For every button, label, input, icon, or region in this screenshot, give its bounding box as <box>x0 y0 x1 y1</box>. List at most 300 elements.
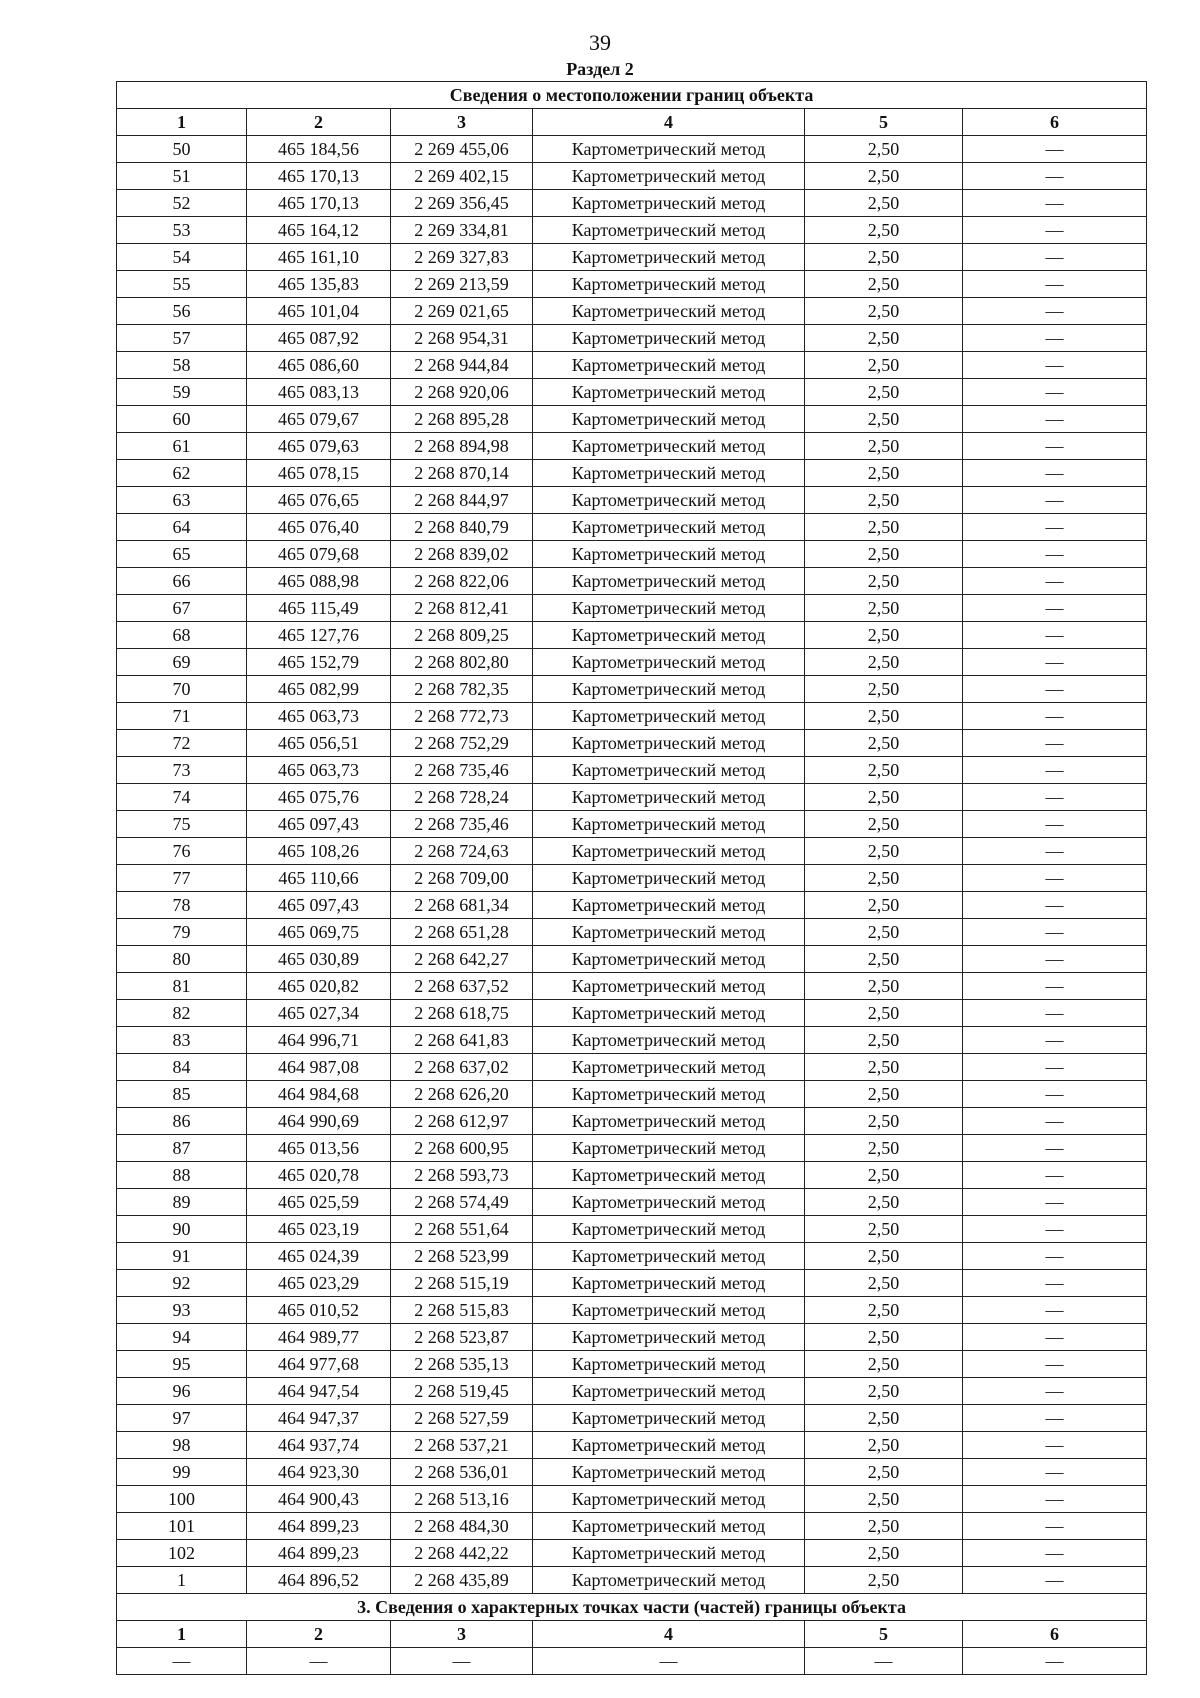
table-cell-col6: — <box>963 649 1147 676</box>
table-cell-col1: 71 <box>117 703 247 730</box>
table-row <box>117 379 1147 406</box>
table-cell-col5: 2,50 <box>805 244 963 271</box>
table-cell-col2: 464 899,23 <box>247 1540 391 1567</box>
table-row <box>117 1081 1147 1108</box>
table-cell-col6: — <box>963 1459 1147 1486</box>
table-cell-col2: 465 110,66 <box>247 865 391 892</box>
table-cell-col5: 2,50 <box>805 730 963 757</box>
table-row <box>117 217 1147 244</box>
table-cell-col3: 2 268 484,30 <box>391 1513 533 1540</box>
table-cell-col6: — <box>963 703 1147 730</box>
table-cell-col3: 2 268 802,80 <box>391 649 533 676</box>
table-cell-col1: 63 <box>117 487 247 514</box>
table-cell-col5: 2,50 <box>805 838 963 865</box>
table-cell-col2: 465 170,13 <box>247 163 391 190</box>
table-cell-col3: 2 268 870,14 <box>391 460 533 487</box>
table-cell-col1: 98 <box>117 1432 247 1459</box>
table-cell-col1: 69 <box>117 649 247 676</box>
table-cell-col1: 76 <box>117 838 247 865</box>
table-cell-col4: Картометрический метод <box>533 1297 805 1324</box>
table-cell-col4: Картометрический метод <box>533 514 805 541</box>
table-row <box>117 730 1147 757</box>
table-cell-col3: 2 268 626,20 <box>391 1081 533 1108</box>
table-cell-col5: 2,50 <box>805 1405 963 1432</box>
table-cell-col4: Картометрический метод <box>533 190 805 217</box>
table-row <box>117 811 1147 838</box>
column-header-6: 6 <box>963 109 1147 136</box>
table-cell-col2: 465 013,56 <box>247 1135 391 1162</box>
table-cell-col1: 1 <box>117 1567 247 1594</box>
table-row <box>117 838 1147 865</box>
table-cell-col1: 87 <box>117 1135 247 1162</box>
table-cell-col2: 465 056,51 <box>247 730 391 757</box>
section3-column-header-4: 4 <box>533 1621 805 1648</box>
table-cell-col5: 2,50 <box>805 703 963 730</box>
section3-row <box>117 1648 1147 1675</box>
table-cell-col2: 464 937,74 <box>247 1432 391 1459</box>
table-cell-col1: 99 <box>117 1459 247 1486</box>
table-cell-col4: Картометрический метод <box>533 1135 805 1162</box>
table-cell-col3: 2 268 442,22 <box>391 1540 533 1567</box>
column-header-row <box>117 109 1147 136</box>
table-cell-col6: — <box>963 568 1147 595</box>
table-cell-col2: 465 063,73 <box>247 757 391 784</box>
table-cell-col1: 94 <box>117 1324 247 1351</box>
table-cell-col3: 2 268 840,79 <box>391 514 533 541</box>
table-cell-col1: 70 <box>117 676 247 703</box>
table-cell-col2: 464 947,37 <box>247 1405 391 1432</box>
table-cell-col5: 2,50 <box>805 460 963 487</box>
table-cell-col6: — <box>963 811 1147 838</box>
table-cell-col2: 465 108,26 <box>247 838 391 865</box>
table-cell-col5: 2,50 <box>805 217 963 244</box>
table-row <box>117 892 1147 919</box>
table-cell-col6: — <box>963 487 1147 514</box>
table-row <box>117 973 1147 1000</box>
table-cell-col4: Картометрический метод <box>533 1513 805 1540</box>
table-row <box>117 163 1147 190</box>
table-cell-col3: 2 268 728,24 <box>391 784 533 811</box>
table-cell-col3: 2 268 812,41 <box>391 595 533 622</box>
table-cell-col1: 64 <box>117 514 247 541</box>
table-cell-col2: 465 170,13 <box>247 190 391 217</box>
table-cell-col3: 2 268 822,06 <box>391 568 533 595</box>
table-cell-col2: 464 923,30 <box>247 1459 391 1486</box>
table-cell-col1: 56 <box>117 298 247 325</box>
table-cell-col6: — <box>963 433 1147 460</box>
table-cell-col1: 78 <box>117 892 247 919</box>
table-cell-col1: 92 <box>117 1270 247 1297</box>
table-cell-col5: 2,50 <box>805 1540 963 1567</box>
table-cell-col1: 66 <box>117 568 247 595</box>
table-cell-col5: 2,50 <box>805 1135 963 1162</box>
table-cell-col6: — <box>963 514 1147 541</box>
table-cell-col4: Картометрический метод <box>533 730 805 757</box>
table-cell-col4: Картометрический метод <box>533 352 805 379</box>
table-cell-col6: — <box>963 1486 1147 1513</box>
column-header-4: 4 <box>533 109 805 136</box>
table-cell-col4: Картометрический метод <box>533 703 805 730</box>
table-row <box>117 271 1147 298</box>
table-cell-col1: 65 <box>117 541 247 568</box>
boundary-table <box>116 81 1147 1675</box>
table-cell-col1: 86 <box>117 1108 247 1135</box>
table-cell-col6: — <box>963 1189 1147 1216</box>
table-row <box>117 541 1147 568</box>
table-cell-col1: 79 <box>117 919 247 946</box>
section3-column-header-3: 3 <box>391 1621 533 1648</box>
table-row <box>117 1216 1147 1243</box>
table-cell-col4: Картометрический метод <box>533 1486 805 1513</box>
table-cell-col5: 2,50 <box>805 676 963 703</box>
table-cell-col2: 464 989,77 <box>247 1324 391 1351</box>
table-row <box>117 703 1147 730</box>
table-cell-col1: 61 <box>117 433 247 460</box>
table-cell-col5: 2,50 <box>805 136 963 163</box>
table-cell-col3: 2 268 651,28 <box>391 919 533 946</box>
table-cell-col6: — <box>963 865 1147 892</box>
table-cell-col4: Картометрический метод <box>533 811 805 838</box>
table-cell-col5: 2,50 <box>805 406 963 433</box>
table-cell-col3: 2 268 515,83 <box>391 1297 533 1324</box>
table-cell-col3: 2 268 618,75 <box>391 1000 533 1027</box>
table-row <box>117 244 1147 271</box>
table-cell-col5: 2,50 <box>805 271 963 298</box>
table-cell-col2: 465 020,82 <box>247 973 391 1000</box>
section3-title-row <box>117 1594 1147 1621</box>
table-row <box>117 946 1147 973</box>
section3-column-header-2: 2 <box>247 1621 391 1648</box>
table-cell-col4: Картометрический метод <box>533 568 805 595</box>
table-cell-col2: 464 996,71 <box>247 1027 391 1054</box>
table-cell-col3: 2 268 513,16 <box>391 1486 533 1513</box>
table-title-row <box>117 82 1147 109</box>
table-cell-col6: — <box>963 244 1147 271</box>
table-cell-col2: 464 899,23 <box>247 1513 391 1540</box>
table-cell-col1: 80 <box>117 946 247 973</box>
table-cell-col5: 2,50 <box>805 487 963 514</box>
table-cell-col1: 72 <box>117 730 247 757</box>
section3-cell-col6: — <box>963 1648 1147 1675</box>
table-cell-col5: 2,50 <box>805 1027 963 1054</box>
table-cell-col5: 2,50 <box>805 1000 963 1027</box>
table-cell-col3: 2 268 523,87 <box>391 1324 533 1351</box>
table-cell-col3: 2 268 681,34 <box>391 892 533 919</box>
table-cell-col3: 2 269 021,65 <box>391 298 533 325</box>
table-cell-col3: 2 268 752,29 <box>391 730 533 757</box>
table-cell-col3: 2 268 551,64 <box>391 1216 533 1243</box>
section3-column-header-1: 1 <box>117 1621 247 1648</box>
table-cell-col2: 465 184,56 <box>247 136 391 163</box>
table-cell-col4: Картометрический метод <box>533 541 805 568</box>
table-cell-col5: 2,50 <box>805 379 963 406</box>
table-cell-col6: — <box>963 1135 1147 1162</box>
table-cell-col1: 53 <box>117 217 247 244</box>
table-cell-col2: 465 087,92 <box>247 325 391 352</box>
table-row <box>117 784 1147 811</box>
table-cell-col3: 2 268 724,63 <box>391 838 533 865</box>
table-cell-col5: 2,50 <box>805 1486 963 1513</box>
table-cell-col1: 95 <box>117 1351 247 1378</box>
table-cell-col2: 465 086,60 <box>247 352 391 379</box>
table-cell-col5: 2,50 <box>805 1054 963 1081</box>
table-cell-col4: Картометрический метод <box>533 1378 805 1405</box>
table-cell-col2: 465 101,04 <box>247 298 391 325</box>
table-cell-col2: 465 079,68 <box>247 541 391 568</box>
table-cell-col4: Картометрический метод <box>533 757 805 784</box>
table-cell-col4: Картометрический метод <box>533 1567 805 1594</box>
table-cell-col6: — <box>963 352 1147 379</box>
table-cell-col6: — <box>963 1270 1147 1297</box>
table-cell-col4: Картометрический метод <box>533 1324 805 1351</box>
table-cell-col5: 2,50 <box>805 433 963 460</box>
table-cell-col2: 465 025,59 <box>247 1189 391 1216</box>
table-row <box>117 1486 1147 1513</box>
table-cell-col4: Картометрический метод <box>533 1189 805 1216</box>
table-row <box>117 190 1147 217</box>
table-cell-col4: Картометрический метод <box>533 163 805 190</box>
table-cell-col3: 2 268 515,19 <box>391 1270 533 1297</box>
table-cell-col1: 84 <box>117 1054 247 1081</box>
table-row <box>117 1351 1147 1378</box>
table-cell-col5: 2,50 <box>805 1216 963 1243</box>
table-cell-col1: 58 <box>117 352 247 379</box>
table-cell-col2: 465 023,29 <box>247 1270 391 1297</box>
table-cell-col4: Картометрический метод <box>533 1162 805 1189</box>
table-row <box>117 406 1147 433</box>
table-cell-col1: 54 <box>117 244 247 271</box>
table-cell-col5: 2,50 <box>805 190 963 217</box>
table-cell-col5: 2,50 <box>805 1189 963 1216</box>
table-cell-col4: Картометрический метод <box>533 1405 805 1432</box>
table-cell-col2: 465 152,79 <box>247 649 391 676</box>
table-row <box>117 1324 1147 1351</box>
table-cell-col1: 88 <box>117 1162 247 1189</box>
table-cell-col5: 2,50 <box>805 1459 963 1486</box>
table-cell-col3: 2 269 455,06 <box>391 136 533 163</box>
table-cell-col3: 2 268 894,98 <box>391 433 533 460</box>
table-cell-col6: — <box>963 1405 1147 1432</box>
table-cell-col3: 2 268 535,13 <box>391 1351 533 1378</box>
table-cell-col5: 2,50 <box>805 514 963 541</box>
table-row <box>117 865 1147 892</box>
table-cell-col2: 464 896,52 <box>247 1567 391 1594</box>
table-cell-col6: — <box>963 838 1147 865</box>
table-cell-col2: 465 030,89 <box>247 946 391 973</box>
table-cell-col1: 68 <box>117 622 247 649</box>
table-cell-col6: — <box>963 676 1147 703</box>
table-cell-col2: 465 020,78 <box>247 1162 391 1189</box>
table-cell-col4: Картометрический метод <box>533 784 805 811</box>
table-cell-col3: 2 269 402,15 <box>391 163 533 190</box>
table-cell-col5: 2,50 <box>805 649 963 676</box>
table-cell-col1: 74 <box>117 784 247 811</box>
table-cell-col1: 57 <box>117 325 247 352</box>
table-cell-col4: Картометрический метод <box>533 1243 805 1270</box>
table-cell-col3: 2 268 782,35 <box>391 676 533 703</box>
table-cell-col5: 2,50 <box>805 325 963 352</box>
table-cell-col4: Картометрический метод <box>533 1351 805 1378</box>
page-number: 39 <box>589 30 611 55</box>
table-cell-col2: 465 076,40 <box>247 514 391 541</box>
table-cell-col3: 2 268 844,97 <box>391 487 533 514</box>
table-cell-col5: 2,50 <box>805 784 963 811</box>
table-cell-col6: — <box>963 325 1147 352</box>
table-cell-col2: 465 088,98 <box>247 568 391 595</box>
table-cell-col3: 2 268 735,46 <box>391 811 533 838</box>
table-cell-col3: 2 268 709,00 <box>391 865 533 892</box>
column-header-3: 3 <box>391 109 533 136</box>
table-cell-col1: 59 <box>117 379 247 406</box>
column-header-2: 2 <box>247 109 391 136</box>
table-cell-col5: 2,50 <box>805 1432 963 1459</box>
table-cell-col5: 2,50 <box>805 757 963 784</box>
section-heading: Раздел 2 <box>566 59 634 79</box>
table-cell-col3: 2 268 527,59 <box>391 1405 533 1432</box>
table-cell-col4: Картометрический метод <box>533 649 805 676</box>
table-cell-col5: 2,50 <box>805 1270 963 1297</box>
table-cell-col4: Картометрический метод <box>533 919 805 946</box>
table-cell-col6: — <box>963 460 1147 487</box>
table-cell-col3: 2 268 920,06 <box>391 379 533 406</box>
table-cell-col4: Картометрический метод <box>533 892 805 919</box>
table-cell-col6: — <box>963 163 1147 190</box>
table-cell-col1: 77 <box>117 865 247 892</box>
table-cell-col6: — <box>963 1108 1147 1135</box>
table-cell-col2: 465 115,49 <box>247 595 391 622</box>
table-cell-col4: Картометрический метод <box>533 973 805 1000</box>
table-cell-col1: 90 <box>117 1216 247 1243</box>
table-cell-col6: — <box>963 136 1147 163</box>
table-cell-col2: 465 010,52 <box>247 1297 391 1324</box>
table-cell-col6: — <box>963 1351 1147 1378</box>
table-cell-col6: — <box>963 190 1147 217</box>
section3-cell-col3: — <box>391 1648 533 1675</box>
section3-cell-col5: — <box>805 1648 963 1675</box>
table-cell-col2: 464 947,54 <box>247 1378 391 1405</box>
table-cell-col5: 2,50 <box>805 1513 963 1540</box>
table-cell-col5: 2,50 <box>805 1108 963 1135</box>
table-cell-col6: — <box>963 1513 1147 1540</box>
table-cell-col4: Картометрический метод <box>533 1540 805 1567</box>
table-cell-col4: Картометрический метод <box>533 325 805 352</box>
table-cell-col5: 2,50 <box>805 298 963 325</box>
table-cell-col2: 465 076,65 <box>247 487 391 514</box>
table-cell-col6: — <box>963 379 1147 406</box>
table-cell-col3: 2 268 641,83 <box>391 1027 533 1054</box>
table-cell-col6: — <box>963 1567 1147 1594</box>
table-cell-col6: — <box>963 622 1147 649</box>
table-cell-col6: — <box>963 1081 1147 1108</box>
table-cell-col5: 2,50 <box>805 1567 963 1594</box>
table-row <box>117 649 1147 676</box>
table-row <box>117 1540 1147 1567</box>
table-cell-col6: — <box>963 298 1147 325</box>
table-cell-col2: 464 984,68 <box>247 1081 391 1108</box>
section3-column-header-6: 6 <box>963 1621 1147 1648</box>
table-cell-col4: Картометрический метод <box>533 1270 805 1297</box>
table-cell-col6: — <box>963 1054 1147 1081</box>
table-cell-col2: 464 900,43 <box>247 1486 391 1513</box>
table-cell-col2: 465 164,12 <box>247 217 391 244</box>
table-cell-col1: 85 <box>117 1081 247 1108</box>
table-cell-col5: 2,50 <box>805 1324 963 1351</box>
table-row <box>117 1108 1147 1135</box>
table-cell-col4: Картометрический метод <box>533 1081 805 1108</box>
table-cell-col3: 2 268 637,02 <box>391 1054 533 1081</box>
table-cell-col2: 464 990,69 <box>247 1108 391 1135</box>
column-header-1: 1 <box>117 109 247 136</box>
table-cell-col3: 2 268 593,73 <box>391 1162 533 1189</box>
table-cell-col1: 96 <box>117 1378 247 1405</box>
table-cell-col5: 2,50 <box>805 163 963 190</box>
table-cell-col1: 60 <box>117 406 247 433</box>
table-cell-col6: — <box>963 1324 1147 1351</box>
table-cell-col4: Картометрический метод <box>533 460 805 487</box>
table-cell-col2: 465 075,76 <box>247 784 391 811</box>
table-cell-col2: 465 023,19 <box>247 1216 391 1243</box>
table-cell-col1: 52 <box>117 190 247 217</box>
table-cell-col6: — <box>963 1243 1147 1270</box>
table-cell-col4: Картометрический метод <box>533 406 805 433</box>
table-cell-col4: Картометрический метод <box>533 271 805 298</box>
table-cell-col3: 2 268 435,89 <box>391 1567 533 1594</box>
table-row <box>117 460 1147 487</box>
table-cell-col4: Картометрический метод <box>533 946 805 973</box>
table-cell-col5: 2,50 <box>805 892 963 919</box>
table-cell-col6: — <box>963 1432 1147 1459</box>
table-cell-col4: Картометрический метод <box>533 379 805 406</box>
table-cell-col3: 2 268 523,99 <box>391 1243 533 1270</box>
table-row <box>117 1162 1147 1189</box>
table-row <box>117 1000 1147 1027</box>
table-cell-col3: 2 268 839,02 <box>391 541 533 568</box>
table-cell-col3: 2 268 809,25 <box>391 622 533 649</box>
section3-cell-col1: — <box>117 1648 247 1675</box>
table-cell-col3: 2 268 944,84 <box>391 352 533 379</box>
table-cell-col3: 2 268 895,28 <box>391 406 533 433</box>
table-cell-col5: 2,50 <box>805 1162 963 1189</box>
section3-column-header-5: 5 <box>805 1621 963 1648</box>
column-header-5: 5 <box>805 109 963 136</box>
table-cell-col6: — <box>963 406 1147 433</box>
table-cell-col6: — <box>963 973 1147 1000</box>
table-cell-col1: 81 <box>117 973 247 1000</box>
table-cell-col4: Картометрический метод <box>533 1459 805 1486</box>
table-cell-col1: 97 <box>117 1405 247 1432</box>
table-row <box>117 1297 1147 1324</box>
table-cell-col4: Картометрический метод <box>533 1432 805 1459</box>
table-cell-col4: Картометрический метод <box>533 1054 805 1081</box>
table-cell-col1: 55 <box>117 271 247 298</box>
table-cell-col4: Картометрический метод <box>533 1216 805 1243</box>
table-cell-col2: 465 078,15 <box>247 460 391 487</box>
table-row <box>117 1189 1147 1216</box>
table-cell-col5: 2,50 <box>805 919 963 946</box>
table-cell-col1: 101 <box>117 1513 247 1540</box>
table-row <box>117 1513 1147 1540</box>
table-row <box>117 136 1147 163</box>
section3-cell-col4: — <box>533 1648 805 1675</box>
table-cell-col4: Картометрический метод <box>533 217 805 244</box>
table-cell-col5: 2,50 <box>805 352 963 379</box>
table-row <box>117 757 1147 784</box>
table-cell-col6: — <box>963 892 1147 919</box>
table-cell-col5: 2,50 <box>805 1351 963 1378</box>
table-cell-col6: — <box>963 1000 1147 1027</box>
table-row <box>117 352 1147 379</box>
table-cell-col1: 75 <box>117 811 247 838</box>
